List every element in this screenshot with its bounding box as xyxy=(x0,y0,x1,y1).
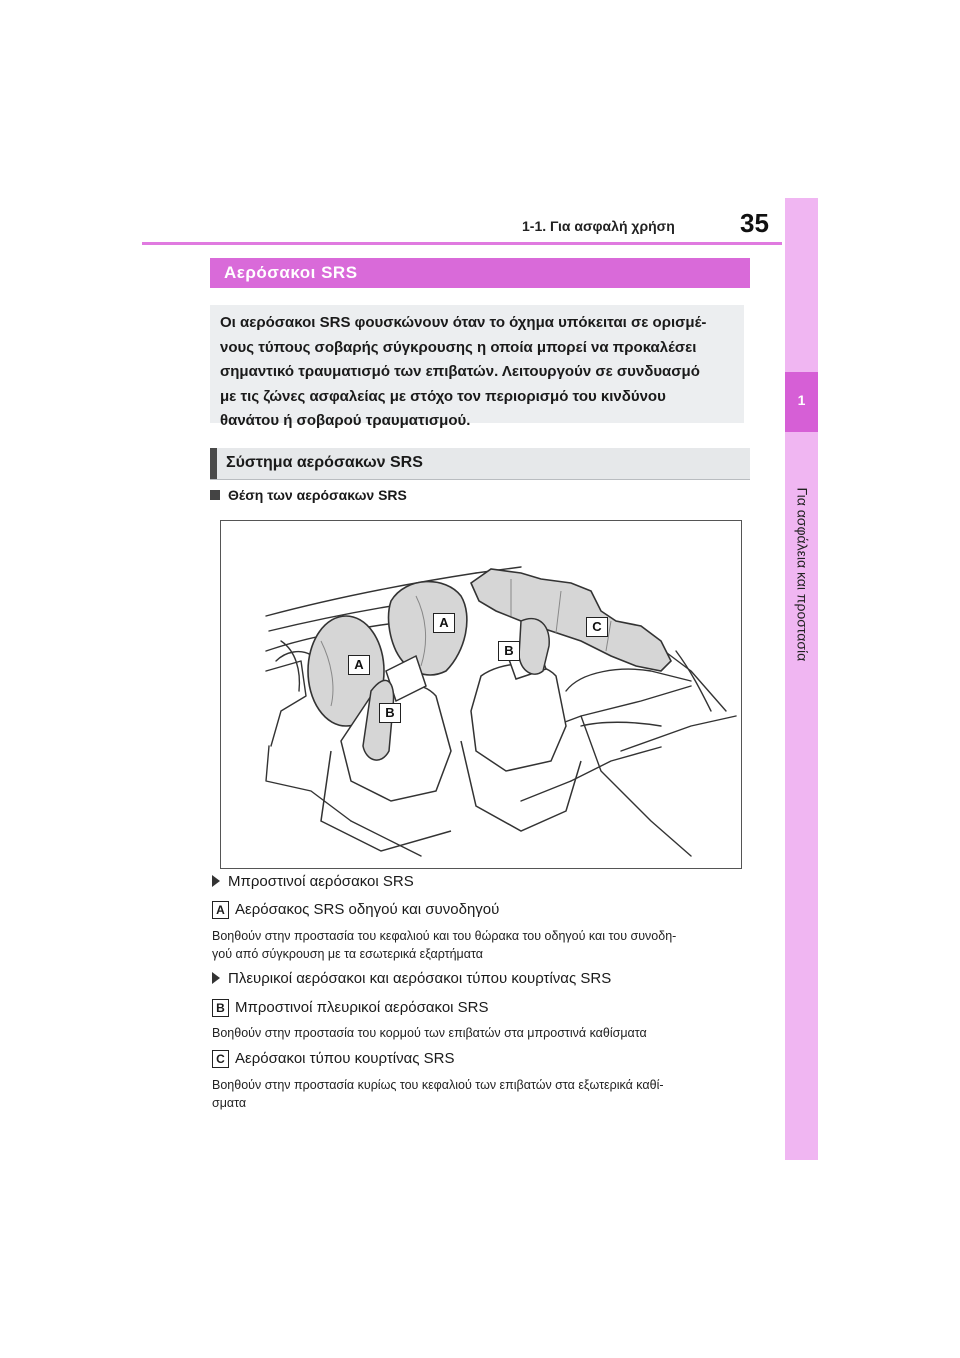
chapter-side-tab xyxy=(785,198,818,1160)
subsection-title: Σύστημα αερόσακων SRS xyxy=(226,454,423,471)
intro-box xyxy=(210,305,744,429)
item-a-title: A Αερόσακος SRS οδηγού και συνοδηγού xyxy=(212,901,499,919)
intro-line: νους τύπους σοβαρής σύγκρουσης η οποία μπορεί να προκαλέσει xyxy=(220,338,697,356)
car-interior-drawing xyxy=(221,521,741,868)
subsection-marker xyxy=(210,448,217,479)
triangle-bullet-icon xyxy=(212,875,220,887)
label-b-passenger: B xyxy=(498,641,520,661)
item-c-tag: C xyxy=(212,1050,229,1068)
subsection-bar xyxy=(210,448,750,480)
page-number: 35 xyxy=(740,208,769,238)
header-section-title: 1-1. Για ασφαλή χρήση xyxy=(522,218,675,234)
label-a-passenger: A xyxy=(433,613,455,633)
chapter-title: Για ασφάλεια και προστασία xyxy=(794,487,811,662)
intro-line: σημαντικό τραυματισμό των επιβατών. Λειτουργούν σε συνδυασμό xyxy=(220,363,700,380)
item-b-title: B Μπροστινοί πλευρικοί αερόσακοι SRS xyxy=(212,999,489,1017)
header-rule xyxy=(142,242,782,245)
item-c-note: Βοηθούν στην προστασία κυρίως του κεφαλιού των επιβατών στα εξωτερικά καθί- σματα xyxy=(212,1078,664,1110)
section-title: Αερόσακοι SRS xyxy=(224,263,358,282)
intro-line: με τις ζώνες ασφαλείας με στόχο τον περιορισμό του κινδύνου xyxy=(220,387,666,405)
item-b-note: Βοηθούν στην προστασία του κορμού των επιβατών στα μπροστινά καθίσματα xyxy=(212,1026,647,1040)
triangle-bullet-icon xyxy=(212,972,220,984)
label-c-curtain: C xyxy=(586,617,608,637)
airbag-illustration xyxy=(220,520,742,869)
position-heading: Θέση των αερόσακων SRS xyxy=(210,487,407,503)
item-a-note: Βοηθούν στην προστασία του κεφαλιού και του θώρακα του οδηγού και του συνοδη- γού από σύγκρουση με τα εσωτερικά εξαρτήματα xyxy=(212,929,677,961)
intro-line: θανάτου ή σοβαρού τραυματισμού. xyxy=(220,412,471,429)
item-b-tag: B xyxy=(212,999,229,1017)
intro-line: Οι αερόσακοι SRS φουσκώνουν όταν το όχημα υπόκειται σε ορισμέ- xyxy=(220,314,707,331)
label-a-driver: A xyxy=(348,655,370,675)
section-title-bar xyxy=(210,258,750,288)
item-c-title: C Αερόσακοι τύπου κουρτίνας SRS xyxy=(212,1050,455,1068)
front-airbags-heading: Μπροστινοί αερόσακοι SRS xyxy=(212,873,414,890)
item-a-tag: A xyxy=(212,901,229,919)
side-airbags-heading: Πλευρικοί αερόσακοι και αερόσακοι τύπου κουρτίνας SRS xyxy=(212,970,611,987)
square-bullet-icon xyxy=(210,490,220,500)
label-b-driver: B xyxy=(379,703,401,723)
chapter-number: 1 xyxy=(797,392,806,408)
